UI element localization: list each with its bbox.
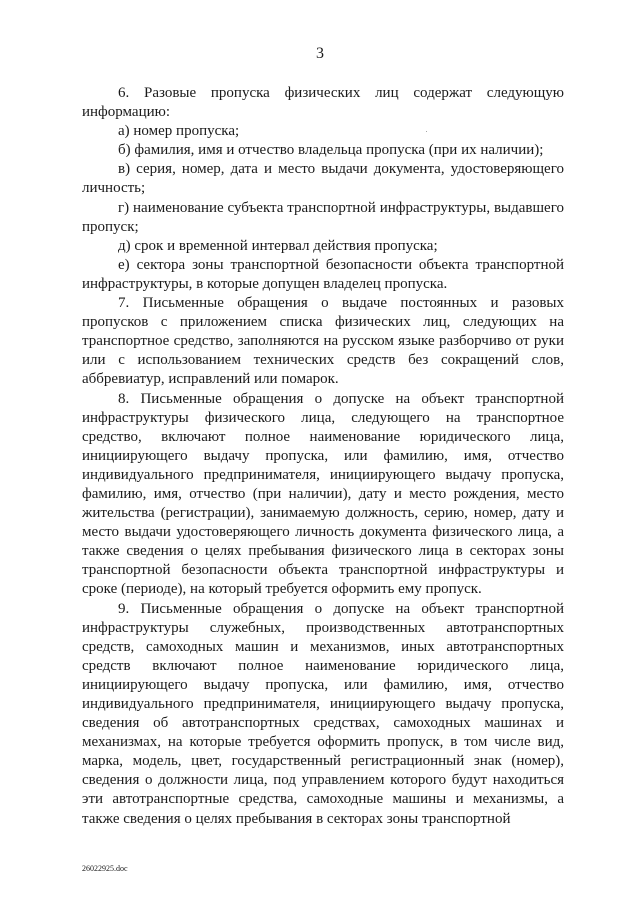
paragraph-8: 8. Письменные обращения о допуске на объект транспортной инфраструктуры физического лица, следующего на транспортное средство, включают полное наименование юридического лица, инициирующего выдачу пропуска, или фамилию, имя, отчество индивидуального предпринимателя, инициирующего выдачу пропуска, фамилию, имя, отчество (при наличии), дату и место рождения, место жительства (регистрации), занимаемую должность, серию, номер, дату и место выдачи удостоверяющего личность документа физического лица, а также сведения о целях пребывания физического лица в секторах зоны транспортной безопасности объекта транспортной инфраструктуры и сроке (периоде), на который требуется оформить ему пропуск. (82, 390, 564, 598)
list-item-b: б) фамилия, имя и отчество владельца пропуска (при их наличии); (118, 142, 544, 159)
paragraph-7: 7. Письменные обращения о выдаче постоянных и разовых пропусков с приложением списка физических лиц, следующих на транспортное средство, заполняются на русском языке разборчиво от руки или с использованием технических средств без сокращений слов, аббревиатур, исправлений или помарок. (82, 295, 564, 388)
list-item-v: в) серия, номер, дата и место выдачи документа, удостоверяющего личность; (82, 161, 564, 197)
list-item-a: а) номер пропуска; (118, 123, 240, 140)
page-number: 3 (316, 45, 324, 62)
scan-speck (426, 131, 427, 132)
list-item-g: г) наименование субъекта транспортной инфраструктуры, выдавшего пропуск; (82, 199, 564, 235)
list-item-e: е) сектора зоны транспортной безопасности объекта транспортной инфраструктуры, в которые допущен владелец пропуска. (82, 256, 564, 292)
list-item-d: д) срок и временной интервал действия пропуска; (118, 237, 438, 254)
document-body (82, 84, 564, 829)
footer-doc-code: 26022925.doc (82, 864, 128, 873)
paragraph-6: 6. Разовые пропуска физических лиц содержат следующую информацию: (82, 85, 564, 121)
paragraph-9: 9. Письменные обращения о допуске на объект транспортной инфраструктуры служебных, производственных автотранспортных средств, самоходных машин и механизмов, иных автотранспортных средств включают полное наименование юридического лица, инициирующего выдачу пропуска, или фамилию, имя, отчество индивидуального предпринимателя, инициирующего выдачу пропуска, сведения об автотранспортных средствах, самоходных машинах и механизмах, на которые требуется оформить пропуск, в том числе вид, марка, модель, цвет, государственный регистрационный знак (номер), сведения о должности лица, под управлением которого будут находиться эти автотранспортные средства, самоходные машины и механизмы, а также сведения о целях пребывания в секторах зоны транспортной (82, 600, 564, 827)
